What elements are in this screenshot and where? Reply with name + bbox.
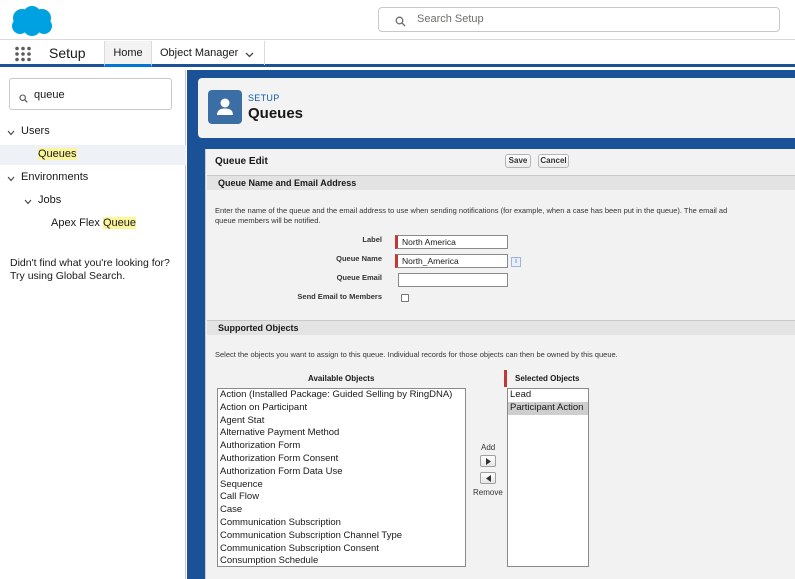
queue-name-input[interactable]: North_America [395, 254, 508, 268]
section-supported-objects: Supported Objects [207, 320, 795, 335]
supported-objects-description: Select the objects you want to assign to this queue. Individual records for those objects can then be owned by this queue. [215, 350, 618, 359]
tree-label: Jobs [38, 194, 62, 206]
list-item[interactable]: Communication Subscription Channel Type [220, 529, 403, 541]
tree-label-prefix: Apex Flex [51, 217, 103, 229]
quick-find-input[interactable] [9, 78, 172, 110]
tree-item-jobs[interactable] [0, 194, 186, 209]
list-item[interactable]: Authorization Form Data Use [220, 465, 343, 477]
arrow-left-icon [486, 475, 491, 482]
salesforce-logo[interactable] [10, 6, 54, 41]
tree-item-environments[interactable] [0, 171, 186, 186]
list-item-selected[interactable]: Participant Action [508, 402, 588, 415]
save-button[interactable]: Save [505, 154, 531, 168]
list-item[interactable]: Call Flow [220, 491, 260, 503]
queue-email-field-label: Queue Email [336, 273, 382, 282]
queue-name-field-label: Queue Name [336, 254, 382, 263]
description-line1: Enter the name of the queue and the email address to use when sending notifications (for example, when a case has been put in the queue). The email ad [215, 206, 728, 215]
tree-label-highlight: Queue [102, 217, 136, 229]
list-item[interactable]: Communication Subscription Consent [220, 542, 379, 554]
not-found-message [10, 257, 180, 283]
section-description [215, 206, 795, 225]
list-item[interactable]: Lead [510, 389, 532, 400]
info-icon[interactable]: i [511, 257, 521, 267]
not-found-line1: Didn't find what you're looking for? [10, 257, 170, 269]
tree-item-apex-flex-queue[interactable] [0, 217, 186, 232]
chevron-down-icon[interactable] [245, 49, 254, 61]
add-button[interactable] [480, 455, 496, 467]
chevron-down-icon[interactable] [7, 127, 15, 139]
chevron-down-icon[interactable] [7, 173, 15, 185]
list-item[interactable]: Action on Participant [220, 401, 308, 413]
page-title: Queues [248, 105, 304, 122]
list-item[interactable]: Authorization Form Consent [220, 452, 339, 464]
list-item[interactable]: Authorization Form [220, 440, 301, 452]
queue-email-input[interactable] [398, 273, 508, 287]
list-item[interactable]: Alternative Payment Method [220, 427, 340, 439]
tree-item-queues[interactable] [0, 145, 186, 165]
quick-find-value: queue [34, 89, 65, 101]
tab-home[interactable]: Home [104, 41, 152, 67]
send-email-field-label: Send Email to Members [297, 292, 382, 301]
list-item[interactable]: Sequence [220, 478, 263, 490]
selected-objects-list[interactable] [507, 388, 589, 567]
user-icon [208, 90, 242, 124]
search-placeholder: Search Setup [417, 13, 484, 25]
tree-label: Users [21, 125, 50, 137]
section-queue-name-email: Queue Name and Email Address [207, 175, 795, 190]
page-eyebrow: SETUP [248, 93, 280, 103]
available-objects-list[interactable] [217, 388, 466, 567]
description-line2: queue members will be notified. [215, 215, 321, 225]
list-item[interactable]: Agent Stat [220, 414, 265, 426]
search-icon [395, 14, 406, 32]
tree-item-users[interactable] [0, 125, 186, 140]
tab-object-manager[interactable] [152, 41, 265, 65]
app-name: Setup [49, 45, 86, 61]
label-input[interactable]: North America [395, 235, 508, 249]
remove-button[interactable] [480, 472, 496, 484]
global-search-input[interactable] [378, 7, 780, 32]
tree-label: Environments [21, 171, 89, 183]
available-objects-header: Available Objects [308, 374, 375, 383]
cancel-button[interactable]: Cancel [538, 154, 569, 168]
tree-link[interactable] [51, 217, 136, 229]
send-email-checkbox[interactable] [401, 294, 409, 302]
add-label: Add [481, 443, 496, 452]
search-icon [19, 90, 28, 108]
list-item[interactable]: Case [220, 504, 243, 516]
arrow-right-icon [486, 458, 491, 465]
required-indicator [504, 370, 507, 387]
remove-label: Remove [473, 488, 503, 497]
app-launcher-icon[interactable] [14, 46, 32, 67]
form-title: Queue Edit [215, 156, 268, 167]
not-found-line2: Try using Global Search. [10, 270, 126, 282]
list-item[interactable]: Action (Installed Package: Guided Selling by RingDNA) [220, 389, 453, 400]
list-item[interactable]: Consumption Schedule [220, 555, 319, 567]
tree-label[interactable]: Queues [38, 148, 77, 160]
tab-label: Object Manager [160, 47, 239, 59]
list-item[interactable]: Communication Subscription [220, 516, 341, 528]
selected-objects-header: Selected Objects [515, 374, 580, 383]
label-field-label: Label [362, 235, 382, 244]
chevron-down-icon[interactable] [24, 196, 32, 208]
